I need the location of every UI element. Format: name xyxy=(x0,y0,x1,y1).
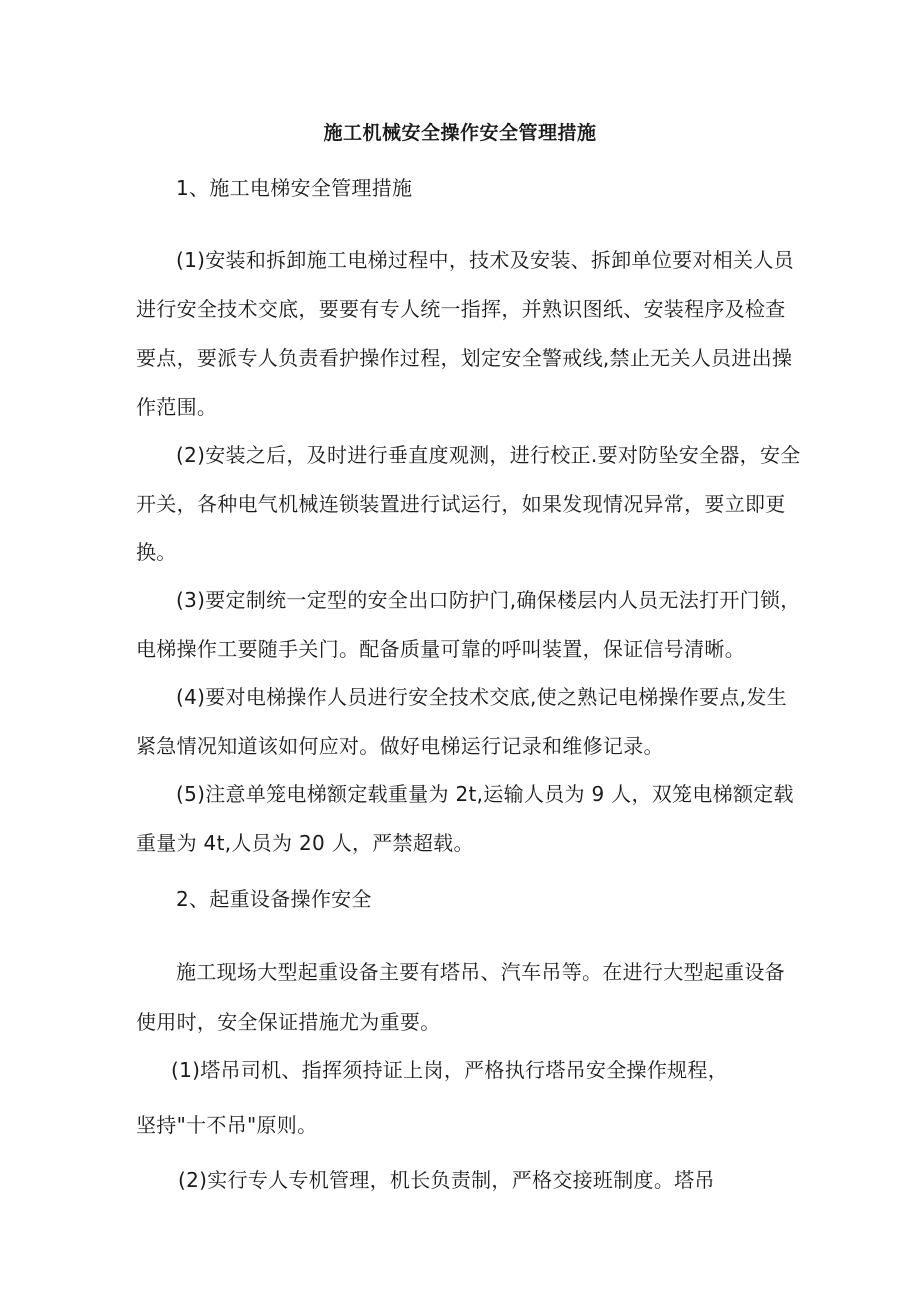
section-heading-1: 1、施工电梯安全管理措施 xyxy=(176,176,413,200)
paragraph-line: 重量为 4t,人员为 20 人，严禁超载。 xyxy=(136,831,474,855)
paragraph-line: (3)要定制统一定型的安全出口防护门,确保楼层内人员无法打开门锁， xyxy=(176,588,801,612)
paragraph-line: 紧急情况知道该如何应对。做好电梯运行记录和维修记录。 xyxy=(136,734,664,758)
paragraph-line: (4)要对电梯操作人员进行安全技术交底,使之熟记电梯操作要点,发生 xyxy=(176,685,787,709)
paragraph-line: 进行安全技术交底，要要有专人统一指挥，并熟识图纸、安装程序及检查 xyxy=(136,297,786,321)
paragraph-line: (2)实行专人专机管理，机长负责制，严格交接班制度。塔吊 xyxy=(178,1168,715,1192)
paragraph-line: 要点，要派专人负责看护操作过程，划定安全警戒线,禁止无关人员进出操 xyxy=(136,346,793,370)
paragraph-line: (2)安装之后，及时进行垂直度观测，进行校正.要对防坠安全器，安全 xyxy=(176,443,801,467)
paragraph-line: 开关，各种电气机械连锁装置进行试运行，如果发现情况异常，要立即更 xyxy=(136,492,786,516)
paragraph-line: 作范围。 xyxy=(136,395,218,419)
document-title: 施工机械安全操作安全管理措施 xyxy=(323,122,597,144)
paragraph-line: 使用时，安全保证措施尤为重要。 xyxy=(136,1010,441,1034)
paragraph-line: (5)注意单笼电梯额定载重量为 2t,运输人员为 9 人，双笼电梯额定载 xyxy=(176,782,794,806)
paragraph-line: 施工现场大型起重设备主要有塔吊、汽车吊等。在进行大型起重设备 xyxy=(176,960,785,984)
paragraph-line: (1)安装和拆卸施工电梯过程中，技术及安装、拆卸单位要对相关人员 xyxy=(176,248,794,272)
paragraph-line: (1)塔吊司机、指挥须持证上岗，严格执行塔吊安全操作规程， xyxy=(171,1058,729,1082)
paragraph-line: 电梯操作工要随手关门。配备质量可靠的呼叫装置，保证信号清晰。 xyxy=(136,637,745,661)
paragraph-line: 换。 xyxy=(136,540,177,564)
section-heading-2: 2、起重设备操作安全 xyxy=(176,887,372,911)
paragraph-line: 坚持"十不吊"原则。 xyxy=(136,1113,318,1137)
